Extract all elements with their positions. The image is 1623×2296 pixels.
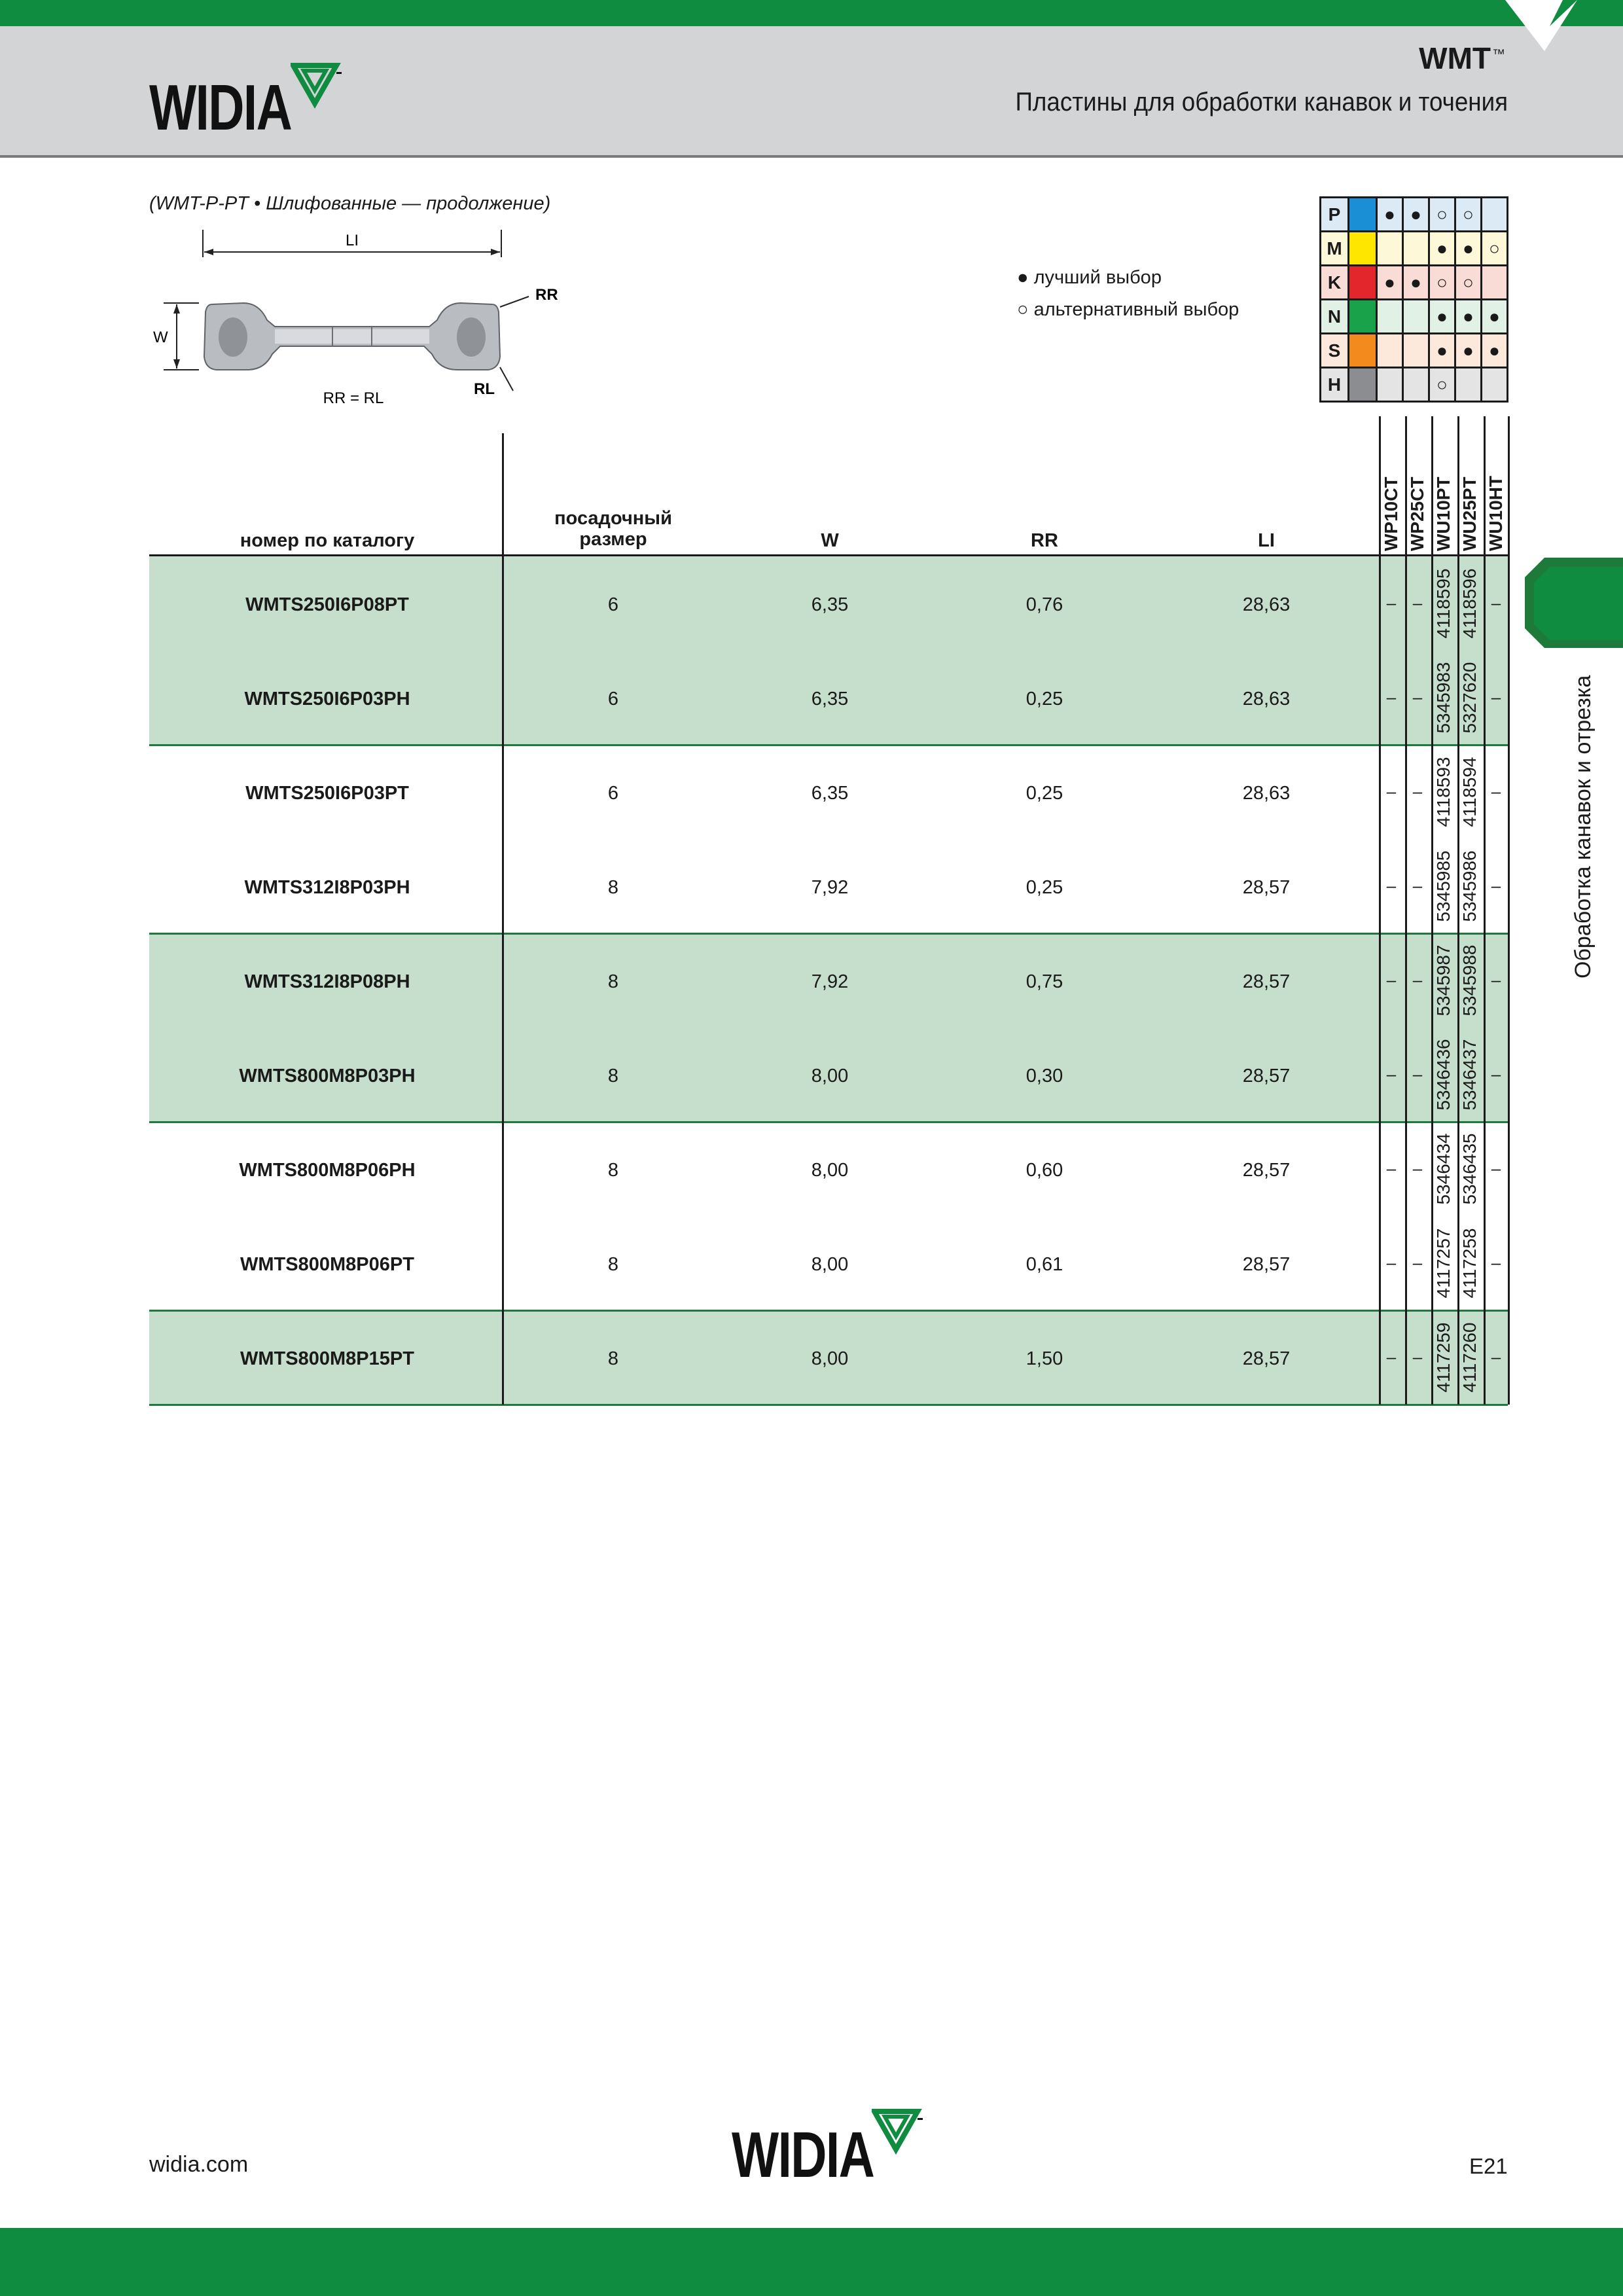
- li-dimension-label: LI: [345, 232, 359, 249]
- seat-size-value: 8: [607, 1254, 619, 1275]
- iso-suitability-mark: ●: [1429, 334, 1455, 368]
- iso-color-swatch: [1349, 368, 1377, 402]
- section-note: (WMT-P-PT • Шлифованные — продолжение): [149, 193, 551, 214]
- page-number: E21: [1469, 2154, 1508, 2178]
- not-available-mark: –: [1412, 970, 1423, 990]
- iso-suitability-mark: [1403, 368, 1429, 402]
- order-code: 4118595: [1433, 568, 1454, 639]
- order-code: 4118593: [1433, 757, 1454, 827]
- order-code: 5345988: [1459, 944, 1480, 1016]
- iso-suitability-mark: ○: [1455, 266, 1482, 300]
- li-value: 28,57: [1242, 1066, 1291, 1086]
- order-code: 5346436: [1433, 1039, 1454, 1111]
- column-header-li: LI: [1258, 530, 1275, 551]
- catalog-number: WMTS800M8P06PT: [240, 1254, 414, 1275]
- rl-label: RL: [474, 380, 495, 398]
- not-available-mark: –: [1386, 687, 1397, 707]
- iso-suitability-mark: [1482, 198, 1508, 232]
- not-available-mark: –: [1412, 1064, 1423, 1084]
- iso-suitability-mark: ○: [1429, 266, 1455, 300]
- order-code: 4118596: [1459, 568, 1480, 639]
- not-available-mark: –: [1412, 687, 1423, 707]
- table-group-rule: [149, 1404, 1508, 1406]
- w-value: 8,00: [811, 1066, 849, 1086]
- grade-column-divider: [1405, 416, 1407, 1405]
- not-available-mark: –: [1491, 593, 1501, 613]
- order-code: 5345986: [1459, 850, 1480, 922]
- column-divider: [502, 433, 504, 1405]
- rr-value: 0,60: [1026, 1160, 1063, 1181]
- order-code: 5345987: [1433, 944, 1454, 1016]
- li-value: 28,63: [1242, 594, 1291, 615]
- grade-header-wu25pt: WU25PT: [1459, 476, 1480, 551]
- rr-value: 0,61: [1026, 1254, 1063, 1275]
- grade-column-divider: [1379, 416, 1381, 1405]
- iso-color-swatch: [1349, 232, 1377, 266]
- iso-suitability-mark: ●: [1429, 300, 1455, 334]
- column-header-w: W: [821, 530, 839, 551]
- iso-suitability-mark: ●: [1403, 198, 1429, 232]
- top-accent-stripe: [0, 0, 1623, 26]
- w-value: 7,92: [811, 877, 849, 898]
- not-available-mark: –: [1386, 781, 1397, 801]
- iso-suitability-mark: [1377, 334, 1403, 368]
- grade-header-wu10pt: WU10PT: [1433, 476, 1454, 551]
- seat-size-value: 8: [607, 877, 619, 898]
- column-header-catalog: номер по каталогу: [240, 530, 415, 551]
- order-code: 4117259: [1433, 1322, 1454, 1393]
- li-value: 28,63: [1242, 783, 1291, 804]
- footer-brand-logo: WIDIA: [732, 2119, 874, 2191]
- order-code: 5346437: [1459, 1039, 1480, 1111]
- rr-value: 0,25: [1026, 689, 1063, 709]
- grade-header-wp10ct: WP10CT: [1381, 476, 1401, 551]
- rr-value: 0,76: [1026, 594, 1063, 615]
- seat-size-value: 6: [607, 783, 619, 804]
- rr-value: 0,30: [1026, 1066, 1063, 1086]
- section-tab-icon: [1522, 556, 1623, 655]
- page-subtitle: Пластины для обработки канавок и точения: [1015, 88, 1508, 117]
- not-available-mark: –: [1491, 1347, 1501, 1367]
- order-code: 5327620: [1459, 662, 1480, 734]
- not-available-mark: –: [1491, 876, 1501, 895]
- iso-color-swatch: [1349, 334, 1377, 368]
- rr-value: 0,25: [1026, 877, 1063, 898]
- seat-size-value: 8: [607, 1066, 619, 1086]
- w-value: 6,35: [811, 594, 849, 615]
- iso-row-n: [1321, 300, 1508, 334]
- not-available-mark: –: [1386, 1064, 1397, 1084]
- table-header-rule: [149, 554, 1508, 556]
- not-available-mark: –: [1491, 1064, 1501, 1084]
- iso-color-swatch: [1349, 266, 1377, 300]
- iso-suitability-mark: [1403, 300, 1429, 334]
- table-group-rule: [149, 933, 1508, 935]
- bottom-accent-stripe: [0, 2228, 1623, 2296]
- iso-row-p: [1321, 198, 1508, 232]
- li-value: 28,57: [1242, 1348, 1291, 1369]
- iso-letter: P: [1321, 198, 1349, 232]
- not-available-mark: –: [1412, 781, 1423, 801]
- w-value: 8,00: [811, 1254, 849, 1275]
- not-available-mark: –: [1386, 970, 1397, 990]
- insert-drawing: [149, 226, 581, 416]
- order-code: 5346435: [1459, 1133, 1480, 1205]
- iso-suitability-mark: [1455, 368, 1482, 402]
- not-available-mark: –: [1491, 1253, 1501, 1272]
- order-code: 4117258: [1459, 1228, 1480, 1299]
- seat-size-value: 8: [607, 1348, 619, 1369]
- catalog-number: WMTS800M8P15PT: [240, 1348, 414, 1369]
- footer-url[interactable]: widia.com: [149, 2152, 249, 2177]
- rr-value: 1,50: [1026, 1348, 1063, 1369]
- not-available-mark: –: [1412, 1158, 1423, 1178]
- li-value: 28,57: [1242, 1160, 1291, 1181]
- iso-suitability-mark: ●: [1455, 300, 1482, 334]
- rr-value: 0,75: [1026, 971, 1063, 992]
- grade-column-divider: [1431, 416, 1433, 1405]
- not-available-mark: –: [1412, 593, 1423, 613]
- iso-row-m: [1321, 232, 1508, 266]
- iso-suitability-mark: ○: [1482, 232, 1508, 266]
- iso-suitability-mark: ○: [1429, 368, 1455, 402]
- not-available-mark: –: [1412, 876, 1423, 895]
- radius-equation: RR = RL: [323, 389, 384, 407]
- legend-alternative-choice: ○ альтернативный выбор: [1017, 299, 1240, 320]
- iso-suitability-mark: [1482, 266, 1508, 300]
- table-group-rule: [149, 1121, 1508, 1123]
- seat-size-value: 6: [607, 594, 619, 615]
- iso-color-swatch: [1349, 300, 1377, 334]
- iso-suitability-mark: [1377, 232, 1403, 266]
- iso-letter: K: [1321, 266, 1349, 300]
- not-available-mark: –: [1491, 781, 1501, 801]
- catalog-number: WMTS250I6P08PT: [245, 594, 409, 615]
- brand-logo: WIDIA: [149, 71, 292, 143]
- header-divider: [0, 155, 1623, 158]
- iso-color-swatch: [1349, 198, 1377, 232]
- order-code: 5346434: [1433, 1133, 1454, 1205]
- order-code: 4117260: [1459, 1322, 1480, 1393]
- not-available-mark: –: [1491, 1158, 1501, 1178]
- iso-suitability-mark: ●: [1377, 266, 1403, 300]
- not-available-mark: –: [1386, 1158, 1397, 1178]
- w-dimension-label: W: [153, 329, 168, 346]
- iso-row-k: [1321, 266, 1508, 300]
- iso-letter: N: [1321, 300, 1349, 334]
- catalog-number: WMTS312I8P03PH: [244, 877, 410, 898]
- order-code: 5345985: [1433, 850, 1454, 922]
- order-code: 5345983: [1433, 662, 1454, 734]
- iso-material-grid: [1319, 196, 1508, 403]
- grade-column-divider: [1457, 416, 1459, 1405]
- iso-suitability-mark: ●: [1482, 300, 1508, 334]
- iso-suitability-mark: ○: [1429, 198, 1455, 232]
- seat-size-value: 8: [607, 1160, 619, 1181]
- grade-header-wp25ct: WP25CT: [1407, 476, 1427, 551]
- product-title: WMT ™: [1419, 41, 1505, 75]
- not-available-mark: –: [1491, 687, 1501, 707]
- column-header-seat-size: посадочный размер: [554, 508, 672, 550]
- iso-suitability-mark: ●: [1403, 266, 1429, 300]
- catalog-number: WMTS250I6P03PT: [245, 783, 409, 804]
- column-header-rr: RR: [1031, 530, 1058, 551]
- not-available-mark: –: [1386, 876, 1397, 895]
- rr-value: 0,25: [1026, 783, 1063, 804]
- not-available-mark: –: [1412, 1253, 1423, 1272]
- not-available-mark: –: [1386, 1253, 1397, 1272]
- li-value: 28,57: [1242, 971, 1291, 992]
- not-available-mark: –: [1491, 970, 1501, 990]
- grade-column-divider: [1508, 416, 1510, 1405]
- iso-letter: H: [1321, 368, 1349, 402]
- iso-suitability-mark: [1403, 334, 1429, 368]
- w-value: 6,35: [811, 689, 849, 709]
- not-available-mark: –: [1386, 593, 1397, 613]
- iso-letter: M: [1321, 232, 1349, 266]
- table-group-rule: [149, 1310, 1508, 1312]
- catalog-number: WMTS800M8P06PH: [239, 1160, 416, 1181]
- section-tab-label: Обработка канавок и отрезка: [1571, 675, 1596, 978]
- w-value: 8,00: [811, 1348, 849, 1369]
- order-code: 4117257: [1433, 1228, 1454, 1299]
- catalog-number: WMTS312I8P08PH: [244, 971, 410, 992]
- iso-suitability-mark: [1377, 368, 1403, 402]
- iso-suitability-mark: ●: [1455, 334, 1482, 368]
- iso-suitability-mark: ●: [1429, 232, 1455, 266]
- seat-size-value: 8: [607, 971, 619, 992]
- iso-row-h: [1321, 368, 1508, 402]
- grade-header-wu10ht: WU10HT: [1486, 475, 1506, 551]
- w-value: 8,00: [811, 1160, 849, 1181]
- li-value: 28,57: [1242, 1254, 1291, 1275]
- li-value: 28,63: [1242, 689, 1291, 709]
- corner-chevron-icon: [1505, 0, 1584, 52]
- iso-suitability-mark: [1403, 232, 1429, 266]
- footer-widia-triangle-icon: [872, 2109, 924, 2155]
- iso-suitability-mark: ●: [1482, 334, 1508, 368]
- li-value: 28,57: [1242, 877, 1291, 898]
- iso-suitability-mark: ○: [1455, 198, 1482, 232]
- widia-triangle-icon: [291, 63, 343, 109]
- catalog-number: WMTS250I6P03PH: [244, 689, 410, 709]
- rr-label: RR: [535, 286, 558, 304]
- seat-size-value: 6: [607, 689, 619, 709]
- grade-column-divider: [1484, 416, 1486, 1405]
- order-code: 4118594: [1459, 757, 1480, 827]
- not-available-mark: –: [1412, 1347, 1423, 1367]
- iso-suitability-mark: [1377, 300, 1403, 334]
- w-value: 6,35: [811, 783, 849, 804]
- legend-best-choice: ● лучший выбор: [1017, 267, 1162, 288]
- w-value: 7,92: [811, 971, 849, 992]
- iso-suitability-mark: ●: [1377, 198, 1403, 232]
- iso-letter: S: [1321, 334, 1349, 368]
- iso-suitability-mark: ●: [1455, 232, 1482, 266]
- iso-row-s: [1321, 334, 1508, 368]
- not-available-mark: –: [1386, 1347, 1397, 1367]
- catalog-number: WMTS800M8P03PH: [239, 1066, 416, 1086]
- iso-suitability-mark: [1482, 368, 1508, 402]
- table-group-rule: [149, 744, 1508, 746]
